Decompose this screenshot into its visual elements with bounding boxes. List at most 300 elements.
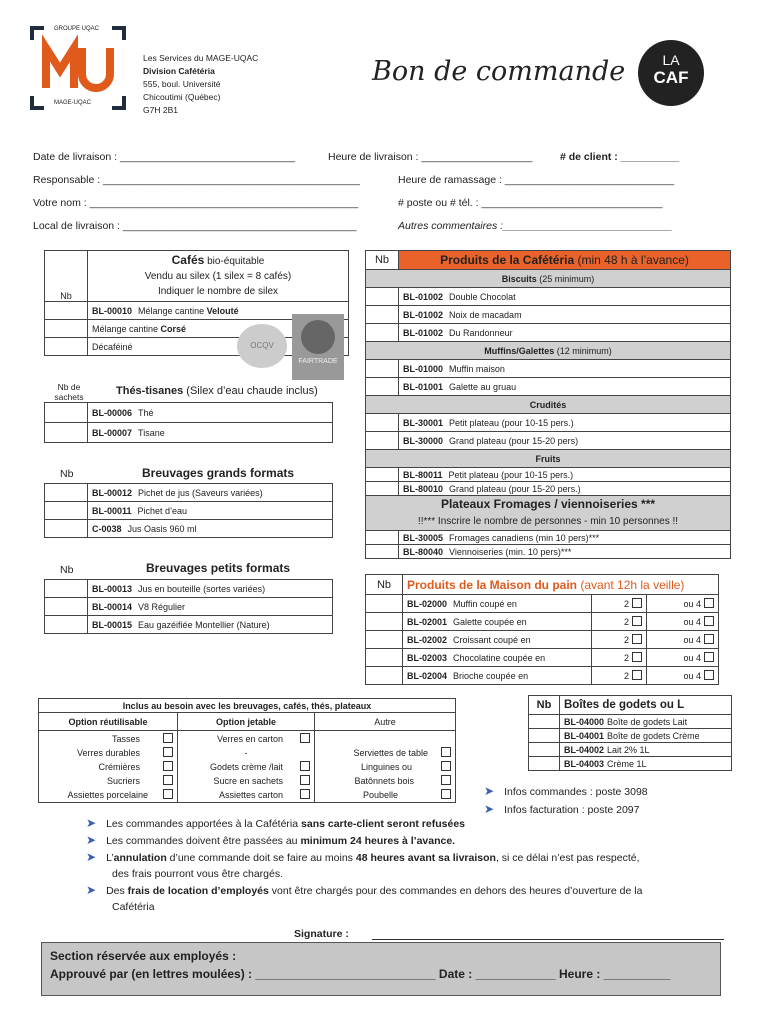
note-line: des frais pourront vous être chargés. [112,868,284,880]
item-label: Thé [138,407,154,418]
info-text: Infos facturation : poste 2097 [504,804,640,816]
qty-cell[interactable] [529,757,560,771]
checkbox[interactable] [632,670,642,680]
option-label: Sucriers [106,776,140,786]
checkbox[interactable] [163,733,173,743]
table-row [403,613,592,631]
nom-field[interactable]: Votre nom : ______________________________________________ [33,197,359,209]
option-row[interactable] [319,788,451,802]
table-row [399,468,731,482]
item-label: Double Chocolat [449,291,516,302]
item-code: BL-02004 [407,670,448,681]
item-code: BL-80011 [403,469,443,480]
org-address [143,52,258,117]
option-row[interactable] [182,774,310,788]
option-label: Verres durables [76,748,140,758]
disposable-options [178,731,315,803]
item-code: BL-02003 [407,652,448,663]
arrow-icon: ➤ [86,833,97,847]
option-label: Assiettes carton [218,790,283,800]
note-text: d’une commande doit se faire au moins [166,852,356,864]
checkbox[interactable] [704,598,714,608]
qty-cell[interactable] [45,302,88,320]
checkbox[interactable] [163,761,173,771]
note-text: , si ce délai n’est pas respecté, [495,852,640,864]
option-2-label: 2 [623,617,629,627]
item-label: Petit plateau (pour 10-15 pers.) [449,417,574,428]
qty-cell[interactable] [366,595,403,613]
item-code: BL-00007 [92,427,133,438]
qty-cell[interactable] [45,580,88,598]
thes-table [44,402,333,443]
qty-cell[interactable] [529,743,560,757]
item-label: Muffin maison [449,363,505,374]
qty-cell[interactable] [366,631,403,649]
fairtrade-text: FAIRTRADE [298,358,338,365]
option-row[interactable] [182,732,310,746]
note-bold: minimum 24 heures à l’avance. [300,835,456,847]
qty-cell[interactable] [366,414,399,432]
checkbox[interactable] [300,775,310,785]
signature-line[interactable] [372,939,724,940]
cafeteria-header [399,251,731,270]
option-4[interactable] [647,595,719,613]
item-code: BL-00011 [92,505,132,516]
qty-cell[interactable] [366,432,399,450]
item-label: Pichet de jus (Saveurs variées) [138,487,263,498]
option-label: Assiettes porcelaine [67,790,148,800]
qty-cell[interactable] [45,616,88,634]
table-row [88,580,333,598]
item-code: BL-80010 [403,483,444,494]
qty-cell[interactable] [45,520,88,538]
option-2-label: 2 [623,599,629,609]
option-row[interactable] [319,760,451,774]
table-row [88,520,333,538]
nb-header: Nb [529,696,560,715]
infos [484,783,648,819]
thes-title-suffix: (Silex d’eau chaude inclus) [183,385,318,397]
biscuits-suffix: (25 minimum) [536,273,595,284]
table-row [399,378,731,396]
option-4-label: ou 4 [683,671,701,681]
item-label: Jus Oasis 960 ml [127,523,197,534]
item-label: Muffin coupé en [453,598,517,609]
arrow-icon: ➤ [86,816,97,830]
option-4[interactable] [647,613,719,631]
qty-cell[interactable] [45,502,88,520]
col-header: Option réutilisable [39,713,178,731]
org-line: 555, boul. Université [143,79,221,89]
cafeteria-title: Produits de la Cafétéria [440,253,575,267]
qty-cell[interactable] [366,378,399,396]
employee-section-title: Section réservée aux employés : [50,949,237,963]
org-line: G7H 2B1 [143,105,178,115]
checkbox[interactable] [163,747,173,757]
page-title: Bon de commande [372,56,626,87]
option-label: Poubelle [362,790,398,800]
qty-cell[interactable] [366,531,399,545]
approval-line[interactable]: Approuvé par (en lettres moulées) : ___________________________ Date : ____________ Heure : __________ [50,967,671,981]
option-4-label: ou 4 [683,617,701,627]
option-row[interactable] [43,760,173,774]
section-header: Crudités [366,396,731,414]
item-code: BL-02002 [407,634,448,645]
item-code: BL-01002 [403,291,444,302]
checkbox[interactable] [704,652,714,662]
col-header: Autre [315,713,456,731]
grands-nb: Nb [60,468,74,480]
cafeteria-table [365,250,731,559]
option-label: Serviettes de table [353,748,428,758]
section-header [366,496,731,531]
option-4[interactable] [647,667,719,685]
employee-section [41,942,721,996]
item-label: Croissant coupé en [453,634,531,645]
cafes-sub2: Indiquer le nombre de silex [157,286,279,297]
option-row[interactable] [182,760,310,774]
item-code: BL-30005 [403,532,444,543]
nb-header: Nb [366,251,399,270]
section-header: Fruits [366,450,731,468]
ramassage-field[interactable]: Heure de ramassage : _____________________________ [398,174,675,186]
arrow-icon: ➤ [484,802,495,816]
qty-cell[interactable] [45,598,88,616]
note-text: Des [106,885,128,897]
note-text: Les commandes apportées à la Cafétéria [106,818,302,830]
other-options [315,731,456,803]
info-line [484,783,648,801]
table-row [399,432,731,450]
item-label: Eau gazéifiée Montellier (Nature) [138,619,270,630]
table-row [399,482,731,496]
qty-cell[interactable] [366,649,403,667]
client-field[interactable]: # de client : __________ [560,151,680,163]
option-row [182,746,310,760]
option-4-label: ou 4 [683,653,701,663]
table-row [399,324,731,342]
qty-cell[interactable] [366,288,399,306]
qty-cell[interactable] [366,545,399,559]
item-code: BL-80040 [403,546,444,557]
arrow-icon: ➤ [86,850,97,864]
item-code: BL-00014 [92,601,133,612]
item-label: Pichet d’eau [137,505,188,516]
item-code: BL-30000 [403,435,444,446]
thes-title-text: Thés-tisanes [116,385,184,397]
biscuits-title: Biscuits [501,273,537,284]
option-label: Crémières [98,762,140,772]
option-row[interactable] [182,788,310,802]
option-label: Verres en carton [216,734,283,744]
grands-table [44,483,333,538]
godets-table [528,695,732,771]
local-field[interactable]: Local de livraison : ________________________________________ [33,220,357,232]
note-bold: frais de location d’employés [127,885,269,897]
item-code: BL-30001 [403,417,444,428]
item-code: BL-00010 [92,305,133,316]
qty-cell[interactable] [366,306,399,324]
item-label: Petit plateau (pour 10-15 pers.) [448,469,574,480]
item-label: Chocolatine coupée en [453,652,546,663]
option-row[interactable] [43,774,173,788]
option-2-label: 2 [623,671,629,681]
item-code: BL-01000 [403,363,444,374]
table-row [399,545,731,559]
checkbox[interactable] [704,670,714,680]
item-code: BL-01002 [403,327,444,338]
table-row [399,414,731,432]
arrow-icon: ➤ [86,883,97,897]
item-label: Galette coupée en [453,616,527,627]
la-caf-logo [638,40,704,106]
item-code: BL-00015 [92,619,133,630]
godets-title: Boîtes de godets ou L [560,696,732,715]
item-code: BL-04002 [564,744,605,755]
table-row [88,598,333,616]
heure-field[interactable]: Heure de livraison : ___________________ [328,151,533,163]
option-label: Sucre en sachets [213,776,283,786]
nb-header: Nb [45,251,88,302]
option-row[interactable] [43,788,173,802]
checkbox[interactable] [441,775,451,785]
option-2[interactable] [592,595,647,613]
item-code: BL-00012 [92,487,133,498]
org-line: Division Cafétéria [143,66,215,76]
checkbox[interactable] [300,761,310,771]
item-label: Noix de macadam [449,309,522,320]
option-row [319,732,451,746]
option-label: - [244,748,248,758]
notes [86,815,726,915]
checkbox[interactable] [632,598,642,608]
checkbox[interactable] [441,789,451,799]
table-row [88,484,333,502]
option-label: Linguines ou [360,762,412,772]
maison-title-suffix: (avant 12h la veille) [577,577,685,592]
qty-cell[interactable] [529,715,560,729]
cafeteria-title-suffix: (min 48 h à l’avance) [574,253,689,267]
item-code: BL-02001 [407,616,448,627]
muffins-suffix: (12 minimum) [554,345,612,356]
inclus-title: Inclus au besoin avec les breuvages, cafés, thés, plateaux [39,699,456,713]
table-row [399,360,731,378]
table-row [560,757,732,771]
poste-field[interactable]: # poste ou # tél. : _______________________________ [398,197,663,209]
option-2[interactable] [592,613,647,631]
qty-cell[interactable] [366,613,403,631]
option-2[interactable] [592,631,647,649]
option-2[interactable] [592,649,647,667]
qty-cell[interactable] [366,468,399,482]
table-row [399,288,731,306]
checkbox[interactable] [632,634,642,644]
option-row[interactable] [43,732,173,746]
logo-bottom-text: MAGE-UQAC [54,100,92,106]
option-label: Tasses [111,734,140,744]
qty-cell[interactable] [366,360,399,378]
ocqv-badge: OCQV [237,324,287,368]
option-row[interactable] [319,774,451,788]
option-label: Godets crème /lait [209,762,283,772]
option-4-label: ou 4 [683,599,701,609]
item-label-bold: Corsé [160,323,187,334]
table-row [403,667,592,685]
checkbox[interactable] [632,652,642,662]
note-bold: 48 heures avant sa livraison [355,852,496,864]
plateaux-note: !!*** Inscrire le nombre de personnes - min 10 personnes !! [417,516,679,527]
logo-top-text: GROUPE UQAC [54,26,100,32]
table-row [560,729,732,743]
fairtrade-badge [292,314,344,380]
item-label: Boîte de godets Lait [607,716,688,727]
table-row [403,595,592,613]
qty-cell[interactable] [45,403,88,423]
checkbox[interactable] [300,733,310,743]
item-label: Lait 2% 1L [607,744,650,755]
item-label: Grand plateau (pour 15-20 pers.) [449,483,581,494]
checkbox[interactable] [704,634,714,644]
petits-nb: Nb [60,564,74,576]
section-header [366,342,731,360]
cafes-sub1: Vendu au silex (1 silex = 8 cafés) [144,271,292,282]
item-label-bold: Velouté [206,305,239,316]
note-text: L’ [106,852,114,864]
qty-cell[interactable] [45,320,88,338]
item-code: BL-02000 [407,598,448,609]
maison-header [403,575,719,595]
cafes-title-suffix: bio-équitable [204,256,265,267]
note-text: vont être chargés pour des commandes en dehors des heures d’ouverture de la [268,885,643,897]
checkbox[interactable] [300,789,310,799]
qty-cell[interactable] [45,484,88,502]
table-row [399,531,731,545]
checkbox[interactable] [632,616,642,626]
inclus-table [38,698,456,803]
note-line [86,815,726,832]
commentaires-field[interactable]: Autres commentaires :_____________________________ [398,220,673,232]
grands-title: Breuvages grands formats [142,466,295,480]
checkbox[interactable] [163,789,173,799]
qty-cell[interactable] [366,324,399,342]
petits-title: Breuvages petits formats [146,561,291,575]
option-4[interactable] [647,631,719,649]
reusable-options [39,731,178,803]
note-text: Les commandes doivent être passées au [106,835,301,847]
note-bold: sans carte-client seront refusées [301,818,466,830]
table-row [403,649,592,667]
item-label: Mélange cantine [92,323,161,334]
item-label: Jus en bouteille (sortes variées) [138,583,266,594]
item-label: Décaféiné [92,341,133,352]
qty-cell[interactable] [45,338,88,356]
note-bold: annulation [113,852,167,864]
logo-la: LA [662,52,680,68]
qty-cell[interactable] [366,482,399,496]
item-code: C-0038 [92,523,122,534]
nb-header: Nb [366,575,403,595]
info-text: Infos commandes : poste 3098 [504,786,648,798]
item-code: BL-01001 [403,381,444,392]
qty-cell[interactable] [45,423,88,443]
arrow-icon: ➤ [484,784,495,798]
section-header [366,270,731,288]
signature-label: Signature : [294,928,349,940]
table-row [88,502,333,520]
item-label: Fromages canadiens (min 10 pers)*** [449,532,600,543]
item-label: Tisane [138,427,165,438]
responsable-field[interactable]: Responsable : ____________________________________________ [33,174,360,186]
petits-table [44,579,333,634]
note-line [86,882,726,899]
table-row [560,715,732,729]
checkbox[interactable] [441,761,451,771]
item-code: BL-00006 [92,407,133,418]
maison-title: Produits de la Maison du pain [407,577,578,592]
maison-table [365,574,719,685]
checkbox[interactable] [163,775,173,785]
item-label: Du Randonneur [449,327,513,338]
note-line [86,849,726,866]
item-label: V8 Régulier [138,601,186,612]
item-label: Crème 1L [607,758,647,769]
qty-cell[interactable] [366,667,403,685]
item-label: Boîte de godets Crème [607,730,700,741]
table-row [399,306,731,324]
item-code: BL-01002 [403,309,444,320]
qty-cell[interactable] [529,729,560,743]
table-row [88,403,333,423]
item-label: Viennoiseries (min. 10 pers)*** [449,546,572,557]
item-label: Grand plateau (pour 15-20 pers) [449,435,579,446]
checkbox[interactable] [441,747,451,757]
col-header: Option jetable [178,713,315,731]
item-label: Galette au gruau [449,381,517,392]
table-row [403,631,592,649]
option-2-label: 2 [623,635,629,645]
logo-caf: CAF [653,68,689,87]
option-2-label: 2 [623,653,629,663]
note-line [86,832,726,849]
date-field[interactable]: Date de livraison : ______________________________ [33,151,296,163]
item-code: BL-04001 [564,730,605,741]
option-4[interactable] [647,649,719,667]
cafes-title: Cafés [171,253,205,267]
checkbox[interactable] [704,616,714,626]
item-code: BL-04000 [564,716,605,727]
note-line: Cafétéria [112,901,155,913]
mage-uqac-logo [30,26,126,110]
table-row [88,616,333,634]
option-4-label: ou 4 [683,635,701,645]
table-row [560,743,732,757]
muffins-title: Muffins/Galettes [484,345,555,356]
item-label: Brioche coupée en [453,670,529,681]
item-code: BL-00013 [92,583,133,594]
thes-nb: Nb de sachets [54,382,84,402]
thes-title [116,385,318,397]
plateaux-title: Plateaux Fromages / viennoiseries *** [440,497,656,511]
item-label: Mélange cantine [138,305,207,316]
table-row [88,423,333,443]
option-row[interactable] [43,746,173,760]
option-label: Batônnets bois [354,776,414,786]
org-line: Chicoutimi (Québec) [143,92,221,102]
org-line: Les Services du MAGE-UQAC [143,53,259,63]
option-2[interactable] [592,667,647,685]
option-row[interactable] [319,746,451,760]
item-code: BL-04003 [564,758,605,769]
